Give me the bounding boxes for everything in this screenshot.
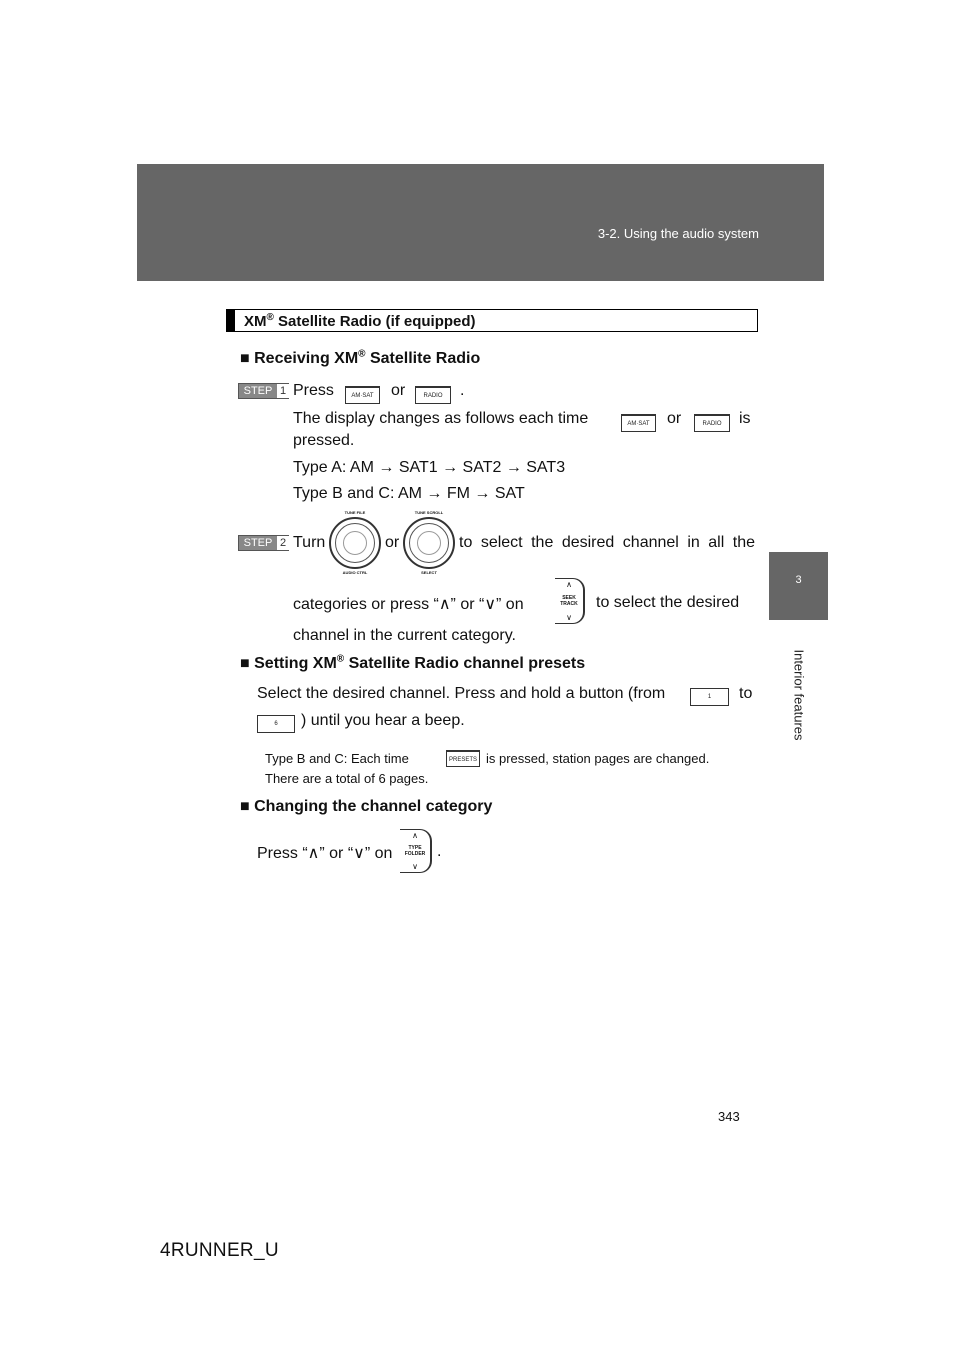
radio-button: RADIO bbox=[694, 414, 730, 432]
preset-1-button: 1 bbox=[690, 688, 729, 706]
am-sat-button: AM·SAT bbox=[345, 386, 380, 404]
page-title-box bbox=[226, 309, 758, 332]
title-bar-marker bbox=[227, 310, 235, 331]
type-a-sequence: Type A: AM → SAT1 → SAT2 → SAT3 bbox=[293, 459, 566, 476]
presets-note-b: is pressed, station pages are changed. bbox=[486, 751, 710, 766]
presets-line-1: Select the desired channel. Press and hold a button (from bbox=[257, 685, 666, 702]
heading-receiving: ■ Receiving XM® Satellite Radio bbox=[240, 348, 481, 367]
chapter-number: 3 bbox=[795, 574, 802, 586]
is-text: is bbox=[739, 410, 751, 427]
or-text: or bbox=[667, 410, 682, 427]
type-bc-sequence: Type B and C: AM → FM → SAT bbox=[293, 485, 525, 502]
tune-file-knob-icon: TUNE FILE AUDIO CTRL bbox=[329, 517, 381, 569]
period-text: . bbox=[437, 843, 442, 860]
section-title: 3-2. Using the audio system bbox=[597, 226, 759, 241]
step-2-line-2b: to select the desired bbox=[596, 594, 740, 611]
radio-button: RADIO bbox=[415, 386, 451, 404]
step-1-line-3: pressed. bbox=[293, 432, 355, 449]
step-2-badge: STEP 2 bbox=[238, 535, 289, 551]
page-number: 343 bbox=[718, 1109, 740, 1124]
or-text: or bbox=[385, 534, 400, 551]
document-id: 4RUNNER_U bbox=[160, 1240, 279, 1261]
chapter-label: Interior features bbox=[791, 649, 807, 741]
heading-category: ■ Changing the channel category bbox=[240, 798, 493, 815]
seek-track-rocker-icon: ∧ SEEK TRACK ∨ bbox=[555, 578, 585, 624]
am-sat-button: AM·SAT bbox=[621, 414, 656, 432]
presets-note-c: There are a total of 6 pages. bbox=[265, 771, 429, 786]
presets-button: PRESETS bbox=[446, 750, 480, 767]
step-2-line-2: categories or press “∧” or “∨” on bbox=[293, 596, 524, 613]
step-2-line-1: to select the desired channel in all the bbox=[459, 534, 755, 551]
period-text: . bbox=[460, 382, 465, 399]
type-folder-rocker-icon: ∧ TYPE FOLDER ∨ bbox=[400, 829, 432, 873]
chapter-tab bbox=[769, 552, 828, 620]
step-1-badge: STEP 1 bbox=[238, 383, 289, 399]
to-text: to bbox=[739, 685, 753, 702]
step-1-line-2: The display changes as follows each time bbox=[293, 410, 589, 427]
category-press-text: Press “∧” or “∨” on bbox=[257, 845, 393, 862]
step-2-turn: Turn bbox=[293, 534, 326, 551]
page-title: XM® Satellite Radio (if equipped) bbox=[244, 312, 476, 330]
step-1-press: Press bbox=[293, 382, 334, 399]
tune-scroll-knob-icon: TUNE SCROLL SELECT bbox=[403, 517, 455, 569]
presets-line-2: ) until you hear a beep. bbox=[301, 712, 465, 729]
step-2-line-3: channel in the current category. bbox=[293, 627, 516, 644]
section-header bbox=[137, 164, 824, 281]
or-text: or bbox=[391, 382, 406, 399]
heading-presets: ■ Setting XM® Satellite Radio channel presets bbox=[240, 653, 586, 672]
preset-6-button: 6 bbox=[257, 715, 295, 733]
presets-note-a: Type B and C: Each time bbox=[265, 751, 409, 766]
